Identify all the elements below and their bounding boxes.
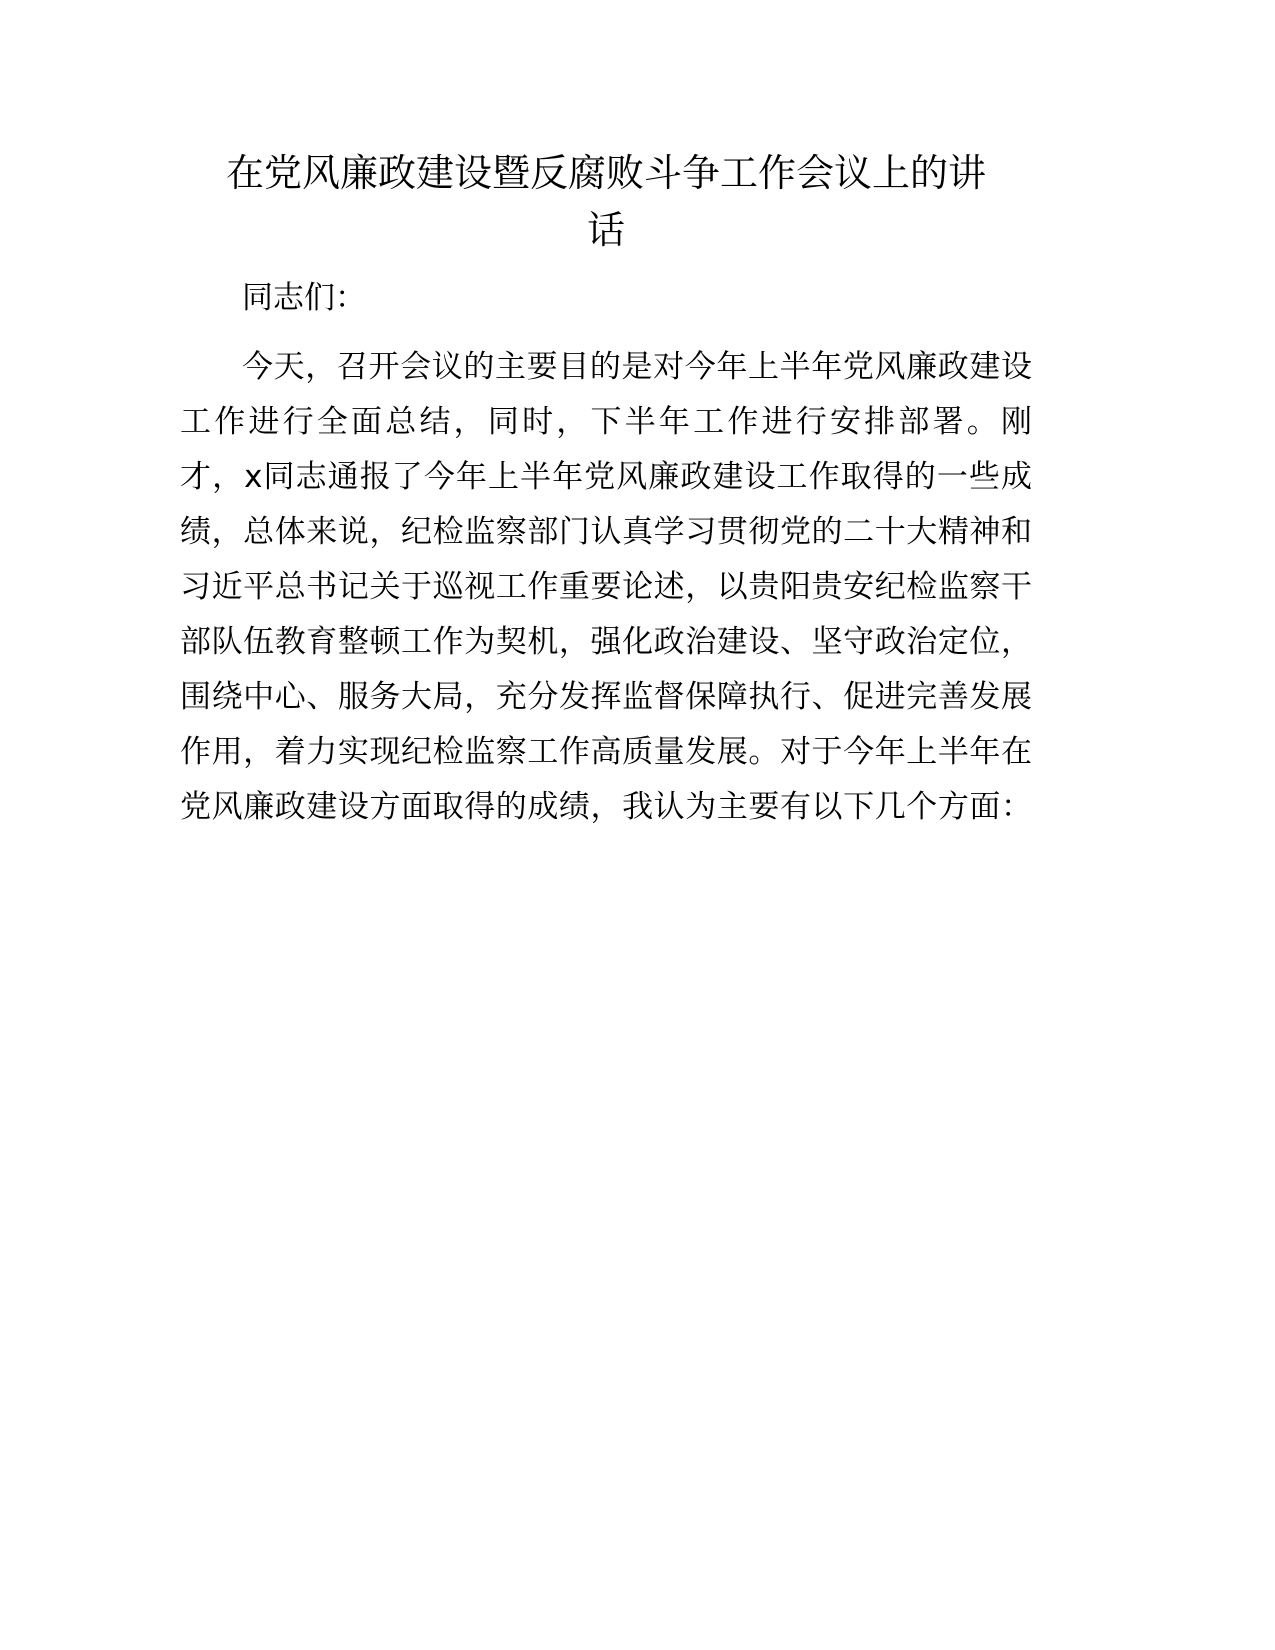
paragraph-line: 工作进行全面总结，同时，下半年工作进行安排部署。刚	[180, 404, 1032, 440]
paragraph-line: 才，x同志通报了今年上半年党风廉政建设工作取得的一些成	[180, 459, 1032, 495]
document-title-line-2: 话	[586, 208, 625, 252]
paragraph-line: 围绕中心、服务大局，充分发挥监督保障执行、促进完善发展	[180, 679, 1032, 715]
salutation: 同志们：	[242, 280, 366, 316]
paragraph-line: 今天，召开会议的主要目的是对今年上半年党风廉政建设	[242, 349, 1032, 385]
paragraph-line: 部队伍教育整顿工作为契机，强化政治建设、坚守政治定位，	[180, 624, 1032, 660]
paragraph-line: 习近平总书记关于巡视工作重要论述，以贵阳贵安纪检监察干	[180, 569, 1032, 605]
document-title-line-1: 在党风廉政建设暨反腐败斗争工作会议上的讲	[225, 151, 986, 195]
paragraph-line: 党风廉政建设方面取得的成绩，我认为主要有以下几个方面：	[180, 789, 1032, 825]
paragraph-line: 作用，着力实现纪检监察工作高质量发展。对于今年上半年在	[180, 734, 1032, 770]
paragraph-line: 绩，总体来说，纪检监察部门认真学习贯彻党的二十大精神和	[180, 514, 1032, 550]
